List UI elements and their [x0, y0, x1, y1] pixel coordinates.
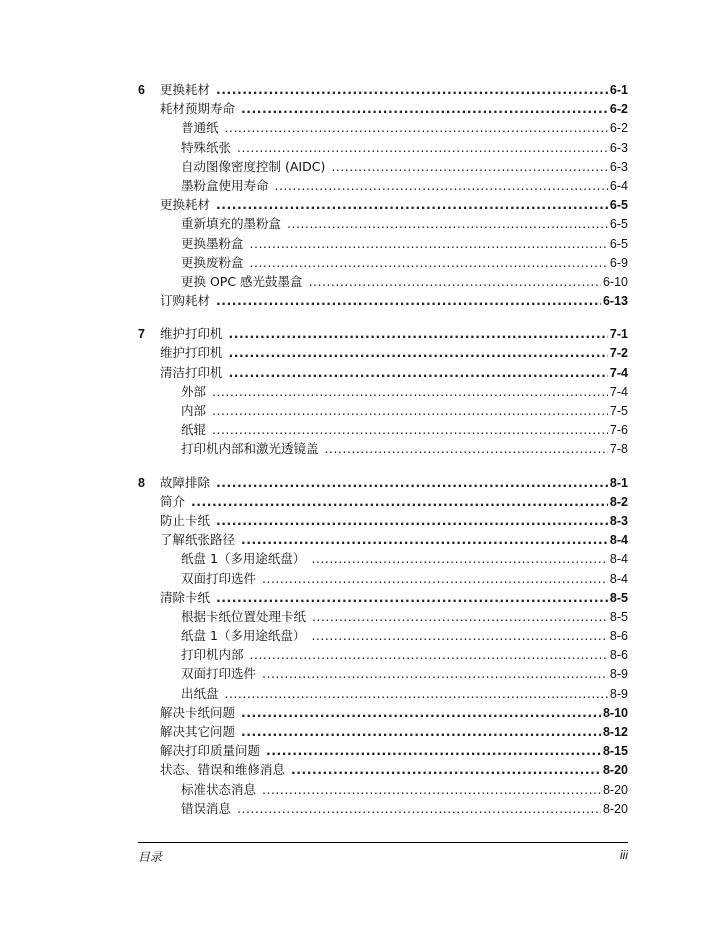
toc-entry-title: 更换耗材 [160, 82, 211, 97]
toc-section-entry[interactable] [138, 741, 628, 760]
toc-subsection-entry[interactable] [138, 253, 628, 272]
dot-leader [262, 664, 608, 683]
toc-entry-page: 6-9 [609, 255, 628, 270]
dot-leader [216, 195, 608, 214]
toc-entry-page: 8-5 [609, 590, 628, 605]
toc-chapter-entry[interactable] [138, 473, 628, 492]
toc-entry-title: 普通纸 [181, 120, 219, 136]
toc-entry-title: 打印机内部 [181, 647, 244, 663]
chapter-number: 8 [138, 475, 145, 490]
toc-entry-page: 7-1 [609, 327, 628, 342]
toc-entry-title: 更换耗材 [160, 197, 211, 213]
toc-entry-page: 8-4 [609, 552, 628, 567]
dot-leader [241, 703, 601, 722]
toc-subsection-entry[interactable] [138, 420, 628, 439]
table-of-contents [138, 80, 628, 832]
toc-entry-page: 6-2 [609, 121, 628, 136]
toc-subsection-entry[interactable] [138, 684, 628, 703]
footer-section-label: 目录 [138, 850, 163, 864]
dot-leader [275, 176, 608, 195]
toc-subsection-entry[interactable] [138, 272, 628, 291]
dot-leader [287, 214, 608, 233]
toc-entry-title: 解决其它问题 [160, 724, 236, 739]
dot-leader [266, 741, 601, 760]
toc-entry-title: 重新填充的墨粉盒 [181, 216, 282, 232]
dot-leader [262, 780, 601, 799]
dot-leader [237, 799, 601, 818]
toc-entry-page: 8-3 [609, 513, 628, 528]
toc-subsection-entry[interactable] [138, 607, 628, 626]
toc-entry-page: 8-4 [609, 571, 628, 586]
toc-entry-page: 6-3 [609, 159, 628, 174]
toc-entry-title: 了解纸张路径 [160, 532, 236, 548]
toc-entry-page: 7-8 [609, 442, 628, 457]
dot-leader [216, 291, 601, 310]
toc-entry-title: 特殊纸张 [181, 139, 232, 155]
dot-leader [225, 118, 608, 137]
toc-entry-page: 8-5 [609, 609, 628, 624]
toc-entry-title: 解决卡纸问题 [160, 704, 236, 720]
toc-subsection-entry[interactable] [138, 234, 628, 253]
toc-section-entry[interactable] [138, 99, 628, 118]
toc-entry-title: 解决打印质量问题 [160, 743, 261, 759]
toc-chapter-entry[interactable] [138, 80, 628, 99]
toc-section-entry[interactable] [138, 291, 628, 310]
toc-entry-title: 墨粉盒使用寿命 [181, 177, 269, 193]
toc-entry-page: 6-5 [609, 198, 628, 213]
toc-entry-title: 清除卡纸 [160, 589, 211, 605]
toc-entry-title: 纸盘 1（多用途纸盘） [181, 551, 306, 567]
toc-subsection-entry[interactable] [138, 439, 628, 458]
toc-subsection-entry[interactable] [138, 799, 628, 818]
chapter-number: 7 [138, 327, 145, 342]
toc-entry-page: 6-5 [609, 236, 628, 251]
chapter-block [138, 80, 628, 310]
toc-entry-page: 8-2 [609, 494, 628, 509]
dot-leader [216, 473, 608, 492]
toc-entry-page: 8-15 [602, 744, 628, 759]
dot-leader [225, 684, 608, 703]
toc-section-entry[interactable] [138, 511, 628, 530]
toc-entry-title: 维护打印机 [160, 326, 223, 342]
toc-entry-title: 耗材预期寿命 [160, 101, 236, 117]
dot-leader [250, 234, 608, 253]
toc-section-entry[interactable] [138, 363, 628, 382]
toc-entry-title: 状态、错误和维修消息 [160, 762, 286, 778]
toc-entry-page: 6-2 [609, 102, 628, 117]
toc-entry-title: 维护打印机 [160, 345, 223, 361]
toc-entry-title: 清洁打印机 [160, 364, 223, 380]
toc-entry-title: 纸盘 1（多用途纸盘） [181, 628, 306, 644]
toc-subsection-entry[interactable] [138, 214, 628, 233]
toc-entry-page: 6-3 [609, 140, 628, 155]
toc-subsection-entry[interactable] [138, 780, 628, 799]
toc-entry-title: 自动图像密度控制 (AIDC) [181, 158, 326, 174]
toc-subsection-entry[interactable] [138, 626, 628, 645]
toc-entry-page: 8-12 [602, 725, 628, 739]
toc-entry-page: 6-1 [609, 83, 628, 97]
chapter-number: 6 [138, 83, 145, 97]
toc-section-entry[interactable] [138, 703, 628, 722]
dot-leader [309, 272, 601, 291]
toc-entry-title: 标准状态消息 [181, 781, 257, 797]
dot-leader [237, 138, 608, 157]
toc-subsection-entry[interactable] [138, 118, 628, 137]
dot-leader [311, 626, 607, 645]
chapter-block [138, 473, 628, 818]
toc-entry-page: 6-4 [609, 178, 628, 193]
dot-leader [216, 80, 608, 99]
toc-entry-page: 7-6 [609, 423, 628, 438]
toc-entry-title: 打印机内部和激光透镜盖 [181, 441, 319, 457]
toc-entry-title: 出纸盘 [181, 685, 219, 701]
toc-entry-page: 8-20 [602, 763, 628, 778]
dot-leader [312, 607, 608, 626]
toc-entry-page: 8-10 [602, 705, 628, 720]
dot-leader [191, 492, 608, 511]
dot-leader [331, 157, 608, 176]
dot-leader [262, 569, 608, 588]
toc-entry-page: 7-5 [609, 404, 628, 418]
toc-entry-page: 8-9 [609, 667, 628, 682]
toc-entry-page: 8-4 [609, 533, 628, 548]
dot-leader [229, 324, 608, 343]
toc-section-entry[interactable] [138, 343, 628, 362]
dot-leader [241, 99, 608, 118]
toc-entry-title: 防止卡纸 [160, 512, 211, 528]
toc-section-entry[interactable] [138, 760, 628, 779]
dot-leader [216, 511, 608, 530]
dot-leader [311, 549, 607, 568]
dot-leader [216, 588, 608, 607]
toc-entry-title: 双面打印选件 [181, 570, 257, 586]
toc-entry-page: 8-20 [602, 782, 628, 797]
footer-divider [138, 842, 628, 843]
toc-entry-title: 故障排除 [160, 474, 211, 490]
dot-leader [325, 439, 608, 458]
toc-subsection-entry[interactable] [138, 549, 628, 568]
dot-leader [212, 401, 608, 420]
toc-subsection-entry[interactable] [138, 569, 628, 588]
toc-entry-title: 双面打印选件 [181, 666, 257, 682]
dot-leader [291, 760, 601, 779]
toc-entry-title: 错误消息 [181, 800, 232, 816]
toc-entry-title: 更换墨粉盒 [181, 235, 244, 251]
toc-entry-page: 8-6 [609, 629, 628, 644]
toc-section-entry[interactable] [138, 588, 628, 607]
dot-leader [250, 645, 608, 664]
toc-section-entry[interactable] [138, 722, 628, 741]
chapter-block [138, 324, 628, 458]
toc-entry-page: 6-5 [609, 217, 628, 232]
toc-subsection-entry[interactable] [138, 176, 628, 195]
dot-leader [229, 363, 608, 382]
toc-subsection-entry[interactable] [138, 645, 628, 664]
toc-entry-title: 根据卡纸位置处理卡纸 [181, 608, 307, 624]
dot-leader [229, 343, 608, 362]
toc-subsection-entry[interactable] [138, 138, 628, 157]
dot-leader [241, 722, 601, 741]
toc-entry-page: 7-4 [609, 365, 628, 380]
toc-subsection-entry[interactable] [138, 382, 628, 401]
toc-entry-title: 外部 [181, 383, 207, 399]
toc-entry-page: 8-6 [609, 648, 628, 663]
toc-entry-title: 订购耗材 [160, 293, 211, 309]
toc-subsection-entry[interactable] [138, 401, 628, 420]
footer-page-number: iii [620, 848, 628, 862]
toc-entry-title: 纸辊 [181, 422, 207, 438]
toc-entry-title: 更换 OPC 感光鼓墨盒 [181, 273, 303, 289]
toc-subsection-entry[interactable] [138, 664, 628, 683]
dot-leader [250, 253, 608, 272]
toc-section-entry[interactable] [138, 195, 628, 214]
toc-entry-page: 8-1 [609, 475, 628, 490]
toc-entry-title: 内部 [181, 403, 207, 418]
toc-chapter-entry[interactable] [138, 324, 628, 343]
toc-entry-page: 8-9 [609, 686, 628, 701]
toc-entry-page: 7-2 [609, 346, 628, 361]
toc-entry-page: 7-4 [609, 384, 628, 399]
toc-entry-page: 8-20 [602, 801, 628, 816]
toc-subsection-entry[interactable] [138, 157, 628, 176]
toc-entry-page: 6-13 [602, 294, 628, 309]
dot-leader [212, 382, 608, 401]
toc-section-entry[interactable] [138, 492, 628, 511]
dot-leader [212, 420, 608, 439]
dot-leader [241, 530, 608, 549]
toc-entry-title: 简介 [160, 493, 186, 509]
toc-entry-title: 更换废粉盒 [181, 254, 244, 270]
toc-entry-page: 6-10 [602, 274, 628, 289]
toc-section-entry[interactable] [138, 530, 628, 549]
